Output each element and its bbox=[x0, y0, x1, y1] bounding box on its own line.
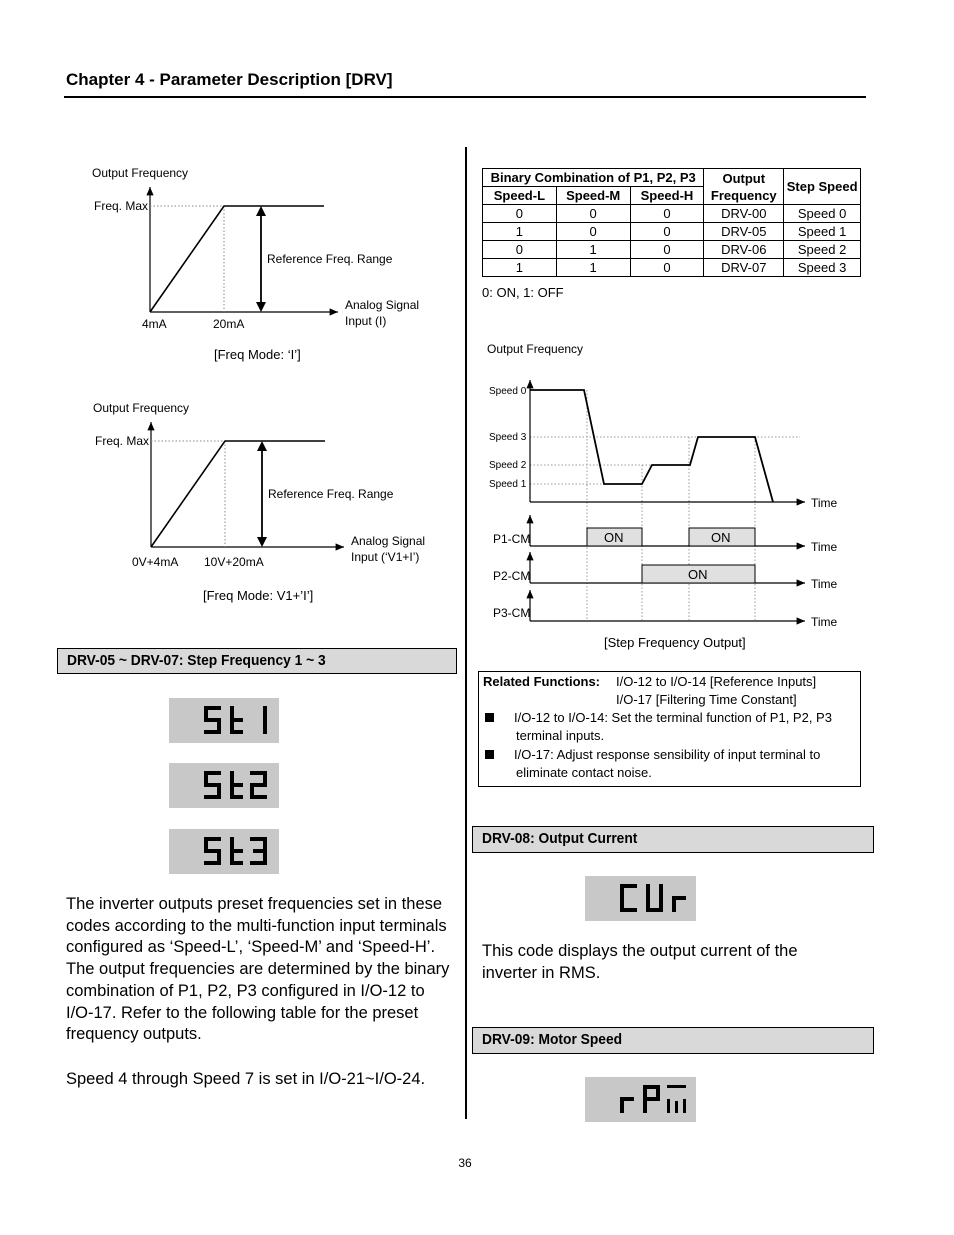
table-row bbox=[483, 223, 861, 241]
binary-combination-table bbox=[482, 168, 861, 277]
table-cell: 0 bbox=[630, 205, 704, 223]
x-axis-label-line2: Input (‘V1+I’) bbox=[351, 550, 420, 564]
y-axis-label: Output Frequency bbox=[487, 342, 584, 356]
speed-label: Speed 3 bbox=[489, 432, 527, 443]
y-axis-label: Output Frequency bbox=[93, 401, 190, 415]
x-end-label: 20mA bbox=[213, 317, 245, 331]
table-cell: Speed 2 bbox=[784, 241, 861, 259]
column-divider bbox=[465, 147, 467, 1119]
bullet-icon bbox=[485, 713, 494, 722]
table-subheader: Speed-H bbox=[630, 187, 704, 205]
table-header-binary: Binary Combination of P1, P2, P3 bbox=[483, 169, 704, 187]
step-description: The inverter outputs preset frequencies set in these codes according to the multi-function input terminals configured as ‘Speed-L’, ‘Speed-M’ and ‘Speed-H’. The output frequencies are determined by the binary combination of P1, P2, P3 configured in I/O-12 to I/O-17. Refer to the following table for the preset frequency outputs. bbox=[66, 895, 450, 1044]
range-label: Reference Freq. Range bbox=[268, 487, 394, 501]
current-description: This code displays the output current of the inverter in RMS. bbox=[482, 942, 798, 982]
x-start-label: 0V+4mA bbox=[132, 555, 179, 569]
step-frequency-diagram bbox=[480, 335, 850, 655]
table-cell: 0 bbox=[630, 223, 704, 241]
table-cell: Speed 3 bbox=[784, 259, 861, 277]
related-bullet: I/O-12 to I/O-14: Set the terminal function of P1, P2, P3 bbox=[514, 710, 832, 725]
related-line: I/O-12 to I/O-14 [Reference Inputs] bbox=[616, 674, 817, 689]
table-cell: 1 bbox=[556, 259, 630, 277]
table-cell: 0 bbox=[630, 241, 704, 259]
on-label: ON bbox=[711, 530, 731, 545]
on-label: ON bbox=[688, 567, 708, 582]
related-label: Related Functions: bbox=[483, 674, 601, 689]
step-speed-note: Speed 4 through Speed 7 is set in I/O-21~I/O-24. bbox=[66, 1070, 426, 1088]
lcd-display-st1 bbox=[169, 698, 279, 743]
related-bullet: eliminate contact noise. bbox=[516, 765, 652, 780]
lcd-display-st2 bbox=[169, 763, 279, 808]
related-bullet: terminal inputs. bbox=[516, 728, 605, 743]
x-end-label: 10V+20mA bbox=[204, 555, 264, 569]
table-row bbox=[483, 259, 861, 277]
related-functions-box bbox=[478, 671, 861, 787]
table-header-step: Step Speed bbox=[784, 169, 861, 205]
freq-mode-i-diagram bbox=[80, 160, 440, 375]
diagram-caption: [Freq Mode: V1+’I’] bbox=[203, 588, 314, 603]
diagram-caption: [Freq Mode: ‘I’] bbox=[214, 347, 301, 362]
page-number: 36 bbox=[458, 1156, 472, 1170]
signal-label: P3-CM bbox=[493, 606, 531, 620]
table-note: 0: ON, 1: OFF bbox=[482, 285, 564, 300]
section-title: DRV-05 ~ DRV-07: Step Frequency 1 ~ 3 bbox=[67, 652, 326, 669]
speed-label: Speed 2 bbox=[489, 460, 527, 471]
x-start-label: 4mA bbox=[142, 317, 167, 331]
lcd-display-st3 bbox=[169, 829, 279, 874]
related-bullet: I/O-17: Adjust response sensibility of input terminal to bbox=[514, 747, 821, 762]
x-axis-label-line1: Analog Signal bbox=[351, 534, 426, 548]
section-motor-speed bbox=[472, 1027, 874, 1054]
related-line: I/O-17 [Filtering Time Constant] bbox=[616, 692, 797, 707]
signal-label: P1-CM bbox=[493, 532, 531, 546]
bullet-icon bbox=[485, 750, 494, 759]
table-cell: DRV-06 bbox=[704, 241, 784, 259]
table-cell: 0 bbox=[630, 259, 704, 277]
table-cell: 0 bbox=[483, 205, 557, 223]
on-label: ON bbox=[604, 530, 624, 545]
table-header-output: Output Frequency bbox=[704, 169, 784, 205]
speed-label: Speed 1 bbox=[489, 479, 527, 490]
time-label: Time bbox=[811, 615, 838, 629]
time-label: Time bbox=[811, 577, 838, 591]
time-label: Time bbox=[811, 540, 838, 554]
lcd-display-rpm bbox=[585, 1077, 696, 1122]
signal-label: P2-CM bbox=[493, 569, 531, 583]
lcd-display-cur bbox=[585, 876, 696, 921]
time-label: Time bbox=[811, 496, 838, 510]
table-cell: DRV-00 bbox=[704, 205, 784, 223]
table-row bbox=[483, 205, 861, 223]
table-cell: DRV-07 bbox=[704, 259, 784, 277]
section-step-frequency bbox=[57, 648, 457, 674]
section-output-current bbox=[472, 826, 874, 853]
table-cell: 1 bbox=[483, 223, 557, 241]
speed-label: Speed 0 bbox=[489, 386, 527, 397]
section-title: DRV-09: Motor Speed bbox=[482, 1031, 623, 1048]
table-cell: Speed 0 bbox=[784, 205, 861, 223]
table-subheader: Speed-M bbox=[556, 187, 630, 205]
table-subheader: Speed-L bbox=[483, 187, 557, 205]
y-axis-label: Output Frequency bbox=[92, 166, 189, 180]
table-row bbox=[483, 241, 861, 259]
table-cell: 1 bbox=[483, 259, 557, 277]
freq-max-label: Freq. Max bbox=[95, 434, 150, 448]
table-cell: 0 bbox=[556, 223, 630, 241]
table-cell: 0 bbox=[556, 205, 630, 223]
table-cell: Speed 1 bbox=[784, 223, 861, 241]
x-axis-label-line1: Analog Signal bbox=[345, 298, 420, 312]
diagram-caption: [Step Frequency Output] bbox=[604, 635, 746, 650]
freq-max-label: Freq. Max bbox=[94, 199, 149, 213]
section-title: DRV-08: Output Current bbox=[482, 830, 638, 847]
x-axis-label-line2: Input (I) bbox=[345, 314, 387, 328]
freq-mode-v1i-diagram bbox=[80, 395, 440, 610]
table-cell: 0 bbox=[483, 241, 557, 259]
range-label: Reference Freq. Range bbox=[267, 252, 393, 266]
table-cell: 1 bbox=[556, 241, 630, 259]
chapter-title: Chapter 4 - Parameter Description [DRV] bbox=[66, 70, 393, 89]
table-cell: DRV-05 bbox=[704, 223, 784, 241]
header-rule bbox=[64, 96, 866, 98]
